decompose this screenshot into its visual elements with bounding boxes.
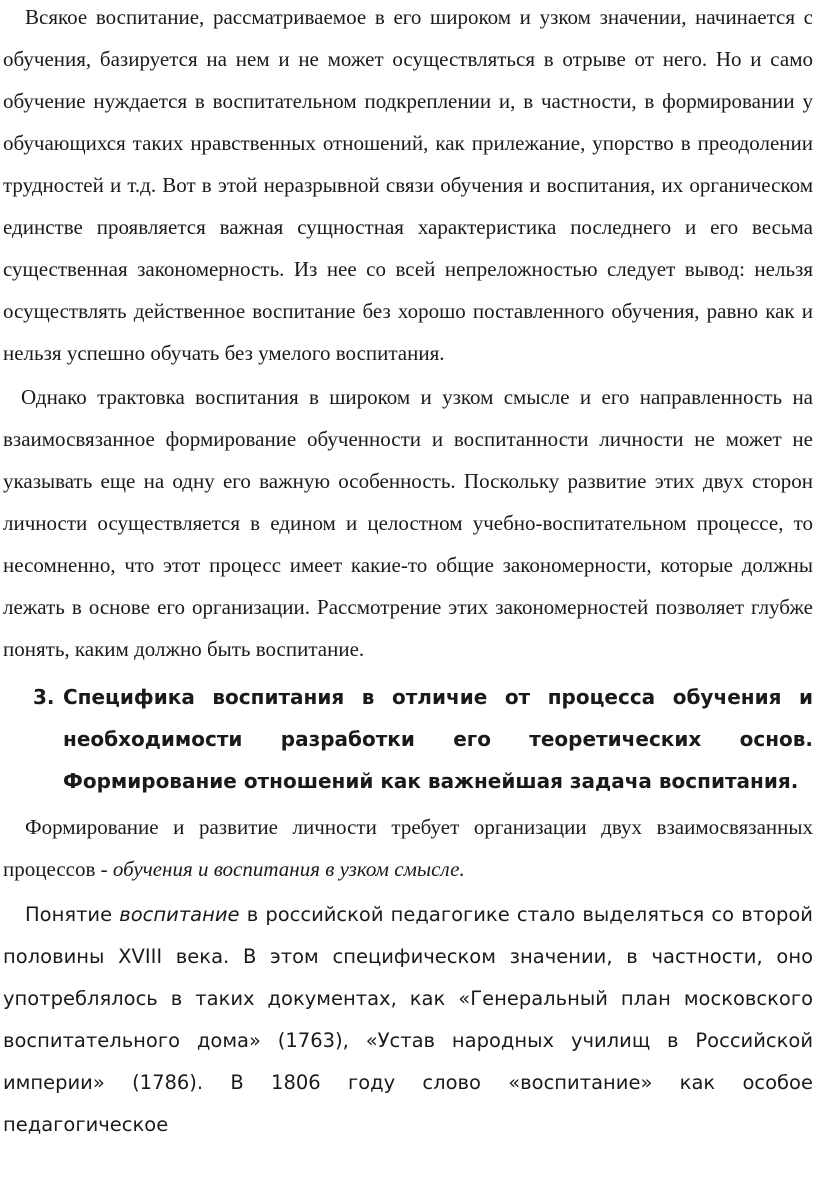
paragraph-upbringing-and-learning: Всякое воспитание, рассматриваемое в его широком и узком значении, начинается с обучения, базируется на нем и не может осуществляться в отрыве от него. Но и само обучение нуждается в воспитательном подкреплении и, в частности, в формировании у обучающихся таких нравственных отношений, как прилежание, упорство в преодолении трудностей и т.д. Вот в этой неразрывной связи обучения и воспитания, их органическом единстве проявляется важная сущностная характеристика последнего и его весьма существенная закономерность. Из нее со всей непреложностью следует вывод: нельзя осуществлять действенное воспитание без хорошо поставленного обучения, равно как и нельзя успешно обучать без умелого воспитания. — [3, 5, 813, 365]
concept-italic-term: воспитание — [119, 903, 240, 926]
paragraph-two-processes-italic: обучения и воспитания в узком смысле. — [112, 857, 465, 881]
section-title: Специфика воспитания в отличие от процесса обучения и необходимости разработки его теоретических основ. Формирование отношений как важнейшая задача воспитания. — [63, 685, 813, 793]
paragraph-common-regularities: Однако трактовка воспитания в широком и узком смысле и его направленность на взаимосвязанное формирование обученности и воспитанности личности не может не указывать еще на одну его важную особенность. Поскольку развитие этих двух сторон личности осуществляется в едином и целостном учебно-воспитательном процессе, то несомненно, что этот процесс имеет какие-то общие закономерности, которые должны лежать в основе его организации. Рассмотрение этих закономерностей позволяет глубже понять, каким должно быть воспитание. — [3, 385, 813, 661]
section-number: 3. — [33, 685, 55, 709]
section-heading — [3, 676, 813, 802]
paragraph-two-processes-text: Формирование и развитие личности требует организации двух взаимосвязанных процессов - — [3, 815, 813, 881]
concept-before: Понятие — [25, 903, 120, 926]
concept-after: в российской педагогике стало выделяться со второй половины XVIII века. В этом специфическом значении, в частности, оно употреблялось в таких документах, как «Генеральный план московского воспитательного дома» (1763), «Устав народных училищ в Российской империи» (1786). В 1806 году слово «воспитание» как особое педагогическое — [3, 903, 813, 1136]
paragraph-two-processes — [3, 806, 813, 890]
paragraph-concept-history — [3, 894, 813, 1146]
